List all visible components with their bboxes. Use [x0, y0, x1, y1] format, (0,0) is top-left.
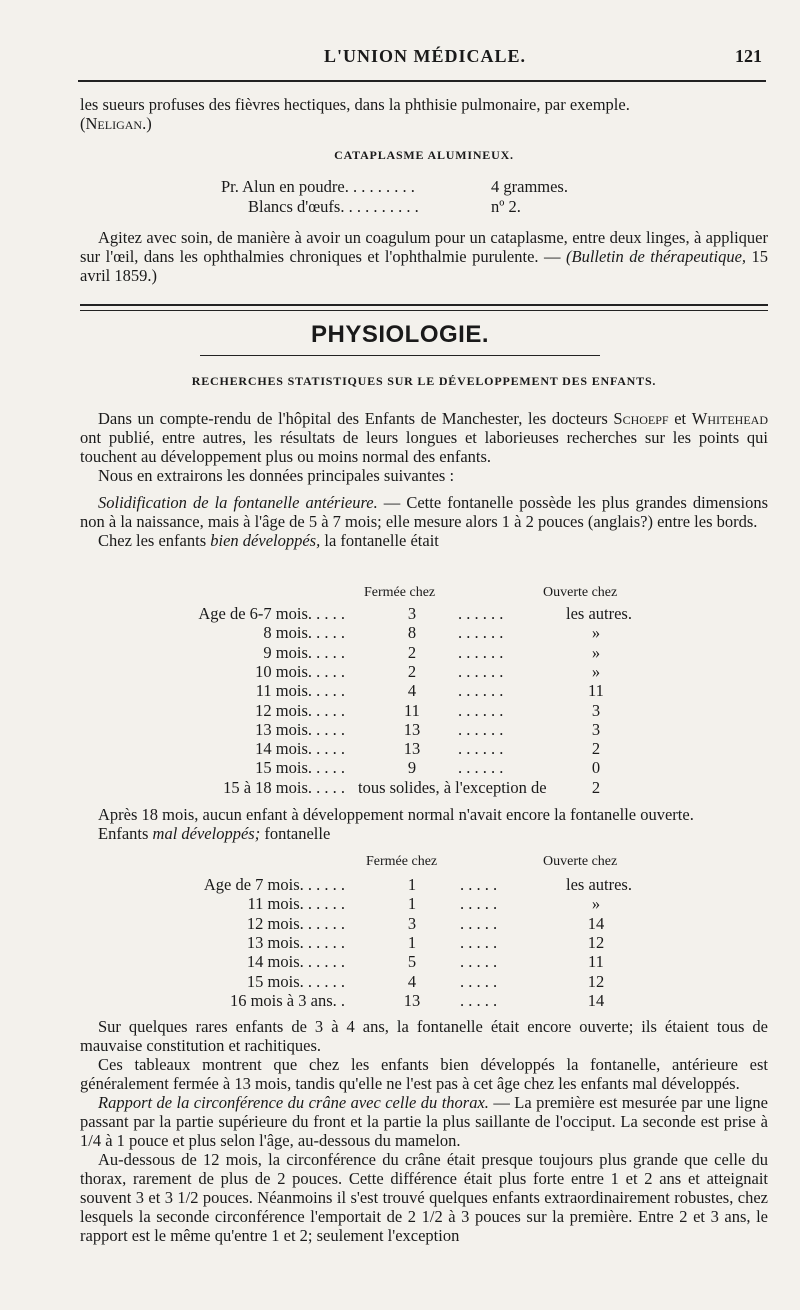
- intro-text: les sueurs profuses des fièvres hectiques, dans la phthisie pulmonaire, par exemple.: [80, 95, 630, 114]
- paragraph-7: Sur quelques rares enfants de 3 à 4 ans, la fontanelle était encore ouverte; ils étaient tous de mauvaise constitution et rachitiques.: [80, 1017, 768, 1055]
- table-row-dots: . . . . . .: [458, 758, 504, 778]
- table-row-dots: . . . . .: [460, 971, 498, 991]
- paragraph-5-block: [80, 805, 768, 843]
- table-row-open: »: [591, 623, 601, 643]
- paragraph-1-block: [80, 409, 768, 485]
- table-row-closed: 11: [404, 700, 420, 720]
- p6-text-a: Enfants: [98, 824, 153, 843]
- table-row-open: 3: [591, 700, 601, 720]
- table-row-closed: 13: [403, 719, 421, 739]
- table-row-dots: . . . . . .: [458, 604, 504, 623]
- paragraph-1: [80, 409, 768, 466]
- section-rule-bottom: [80, 310, 768, 311]
- table-row-age: 16 mois à 3 ans. .: [229, 990, 345, 1010]
- recipe-source-date: 15 avril 1859.): [80, 247, 769, 285]
- p1-text-b: et: [668, 409, 692, 428]
- journal-title: L'UNION MÉDICALE.: [323, 46, 527, 66]
- p1-author-2: Whitehead: [691, 409, 768, 428]
- table-row-open: »: [591, 894, 601, 914]
- table-row-closed: 13: [403, 739, 421, 759]
- table-row-dots: . . . . . .: [458, 700, 504, 720]
- paragraph-8: Ces tableaux montrent que chez les enfants bien développés la fontanelle, antérieure est généralement fermée à 13 mois, tandis qu'elle ne l'est pas à cet âge chez les enfants mal développés.: [80, 1055, 768, 1093]
- table-row-open: 2: [591, 739, 601, 759]
- recipe-source-dash: —: [544, 247, 566, 266]
- running-head: [80, 46, 770, 76]
- table-row-dots: . . . . .: [460, 990, 498, 1010]
- table-row-closed: 2: [407, 642, 417, 662]
- table-row-dots: . . . . .: [460, 875, 498, 894]
- paragraph-7-block: [80, 1017, 768, 1245]
- paragraph-9: [80, 1093, 768, 1150]
- recipe-item-1: Pr. Alun en poudre. . . . . . . . .: [221, 177, 415, 196]
- paragraph-6: [80, 824, 768, 843]
- recipe-qty-2: nº 2.: [491, 197, 521, 216]
- p4-italic: bien développés,: [210, 531, 321, 550]
- paragraph-3: [80, 493, 768, 531]
- p4-text-b: la fontanelle était: [320, 531, 439, 550]
- table-row-closed: 4: [407, 681, 417, 701]
- table-row-closed: tous solides, à l'exception de: [358, 777, 547, 797]
- table-row-dots: . . . . .: [460, 894, 498, 914]
- section-rule-top: [80, 304, 768, 306]
- table-row-closed: 5: [407, 952, 417, 972]
- section-subtitle: RECHERCHES STATISTIQUES SUR LE DÉVELOPPEMENT DES ENFANTS.: [191, 374, 657, 388]
- table-row-age: 11 mois. . . . . .: [247, 894, 345, 914]
- table-row-age: 15 à 18 mois. . . . .: [223, 777, 345, 797]
- page-number: 121: [735, 46, 762, 66]
- p1-text-a: Dans un compte-rendu de l'hôpital des Enfants de Manchester, les docteurs: [98, 409, 614, 428]
- table-row-closed: 1: [407, 894, 417, 914]
- table-row-age: 13 mois. . . . . .: [246, 932, 345, 952]
- table-row-age: 15 mois. . . . .: [255, 758, 345, 778]
- table-row-age: 12 mois. . . . .: [255, 700, 345, 720]
- table-row-closed: 3: [407, 604, 417, 623]
- recipe-instructions-text: Agitez avec soin, de manière à avoir un coagulum pour un cataplasme, entre deux linges, à appliquer sur l'œil, dans les ophthalmies chroniques et l'ophthalmie purulente.: [80, 228, 768, 266]
- paragraph-3-block: [80, 493, 768, 550]
- table-row-open: 2: [591, 777, 601, 797]
- table-row-open: 3: [591, 719, 601, 739]
- table-row-dots: . . . . .: [460, 913, 498, 933]
- section-title: PHYSIOLOGIE.: [310, 321, 490, 348]
- table-poor-header-closed: Fermée chez: [366, 854, 438, 869]
- p9-title: Rapport de la circonférence du crâne avec celle du thorax.: [98, 1093, 489, 1112]
- table-row-age: 9 mois. . . . .: [263, 642, 345, 662]
- table-row-dots: . . . . . .: [458, 661, 504, 681]
- recipe-item-2: Blancs d'œufs. . . . . . . . . .: [248, 197, 419, 216]
- paragraph-10: Au-dessous de 12 mois, la circonférence du crâne était presque toujours plus grande que celle du thorax, rarement de plus de 2 pouces. Cette différence était plus forte entre 1 et 2 ans et atteignait souvent 3 et 3 1/2 pouces. Néanmoins il s'est trouvé quelques enfants extraordinairement robustes, chez lesquels la seconde circonférence l'emportait de 2 1/2 à 3 pouces sur la première. Entre 2 et 3 ans, le rapport est le même qu'entre 1 et 2; seulement l'exception: [80, 1150, 768, 1245]
- table-row-open: 11: [588, 681, 604, 701]
- section-subtitle-wrap: [80, 374, 768, 389]
- table-row-closed: 1: [407, 932, 417, 952]
- table-row-dots: . . . . .: [460, 932, 498, 952]
- table-row-open: »: [591, 661, 601, 681]
- table-row-open: 14: [587, 990, 605, 1010]
- p1-text-c: ont publié, entre autres, les résultats de leurs longues et laborieuses recherches sur les points qui touchent au développement plus ou moins normal des enfants.: [80, 428, 768, 466]
- recipe-instructions-block: [80, 228, 768, 285]
- table-row-age: 12 mois. . . . . .: [246, 913, 345, 933]
- table-row-dots: . . . . . .: [458, 739, 504, 759]
- p3-title: Solidification de la fontanelle antérieure.: [98, 493, 378, 512]
- table-row-open: »: [591, 642, 601, 662]
- recipe-qty-1: 4 grammes.: [491, 177, 568, 196]
- intro-author: (Neligan.): [80, 114, 152, 133]
- table-row-age: 14 mois. . . . .: [255, 739, 345, 759]
- p6-italic: mal développés;: [152, 824, 261, 843]
- table-row-closed: 1: [407, 875, 417, 894]
- table-row-closed: 3: [407, 913, 417, 933]
- table-row-open: 11: [588, 952, 604, 972]
- table-row-closed: 13: [403, 990, 421, 1010]
- table-row-dots: . . . . .: [460, 952, 498, 972]
- table-row-closed: 2: [407, 661, 417, 681]
- table-poor-header-open: Ouverte chez: [543, 854, 618, 869]
- table-well-header-closed: Fermée chez: [364, 585, 436, 600]
- table-row-age: 8 mois. . . . .: [263, 623, 345, 643]
- table-row-age: Age de 7 mois. . . . . .: [203, 875, 345, 894]
- table-well-header-open: Ouverte chez: [543, 585, 618, 600]
- table-row-age: 11 mois. . . . .: [255, 681, 345, 701]
- table-row-dots: . . . . . .: [458, 623, 504, 643]
- table-row-open: 12: [587, 932, 605, 952]
- p4-text-a: Chez les enfants: [98, 531, 211, 550]
- intro-block: [80, 95, 768, 133]
- p6-text-b: fontanelle: [260, 824, 331, 843]
- table-row-age: 13 mois. . . . .: [255, 719, 345, 739]
- table-row-open: 12: [587, 971, 605, 991]
- table-row-dots: . . . . . .: [458, 681, 504, 701]
- table-row-age: Age de 6-7 mois. . . . .: [198, 604, 345, 623]
- table-row-closed: 4: [407, 971, 417, 991]
- paragraph-5: Après 18 mois, aucun enfant à développement normal n'avait encore la fontanelle ouverte.: [98, 805, 694, 824]
- paragraph-2: Nous en extrairons les données principales suivantes :: [98, 466, 455, 485]
- table-row-age: 14 mois. . . . . .: [246, 952, 345, 972]
- intro-line: [80, 95, 768, 133]
- recipe-source-title: (Bulletin de thérapeutique,: [566, 247, 747, 266]
- table-row-open: les autres.: [566, 875, 632, 894]
- table-row-age: 10 mois. . . . .: [255, 661, 345, 681]
- table-row-dots: . . . . . .: [458, 642, 504, 662]
- table-row-closed: 8: [407, 623, 417, 643]
- p3-text: — Cette fontanelle possède les plus grandes dimensions non à la naissance, mais à l'âge de 5 à 7 mois; elle mesure alors 1 à 2 pouces (anglais?) entre les bords.: [80, 493, 768, 531]
- p9-text: — La première est mesurée par une ligne passant par la partie supérieure du front et la partie la plus saillante de l'occiput. La seconde est prise à 1/4 à 1 pouce et plus selon l'âge, au-dessous du mamelon.: [80, 1093, 768, 1150]
- table-row-dots: . . . . . .: [458, 719, 504, 739]
- recipe-title-wrap: [80, 148, 768, 163]
- section-short-rule: [200, 355, 600, 356]
- table-row-open: 14: [587, 913, 605, 933]
- p1-author-1: Schoepf: [613, 409, 669, 428]
- table-row-age: 15 mois. . . . . .: [246, 971, 345, 991]
- header-rule: [78, 80, 766, 82]
- table-row-open: 0: [591, 758, 601, 778]
- paragraph-4: [80, 531, 768, 550]
- table-row-closed: 9: [407, 758, 417, 778]
- table-row-open: les autres.: [566, 604, 632, 623]
- recipe-title: CATAPLASME ALUMINEUX.: [334, 148, 514, 162]
- recipe-instructions: [80, 228, 768, 285]
